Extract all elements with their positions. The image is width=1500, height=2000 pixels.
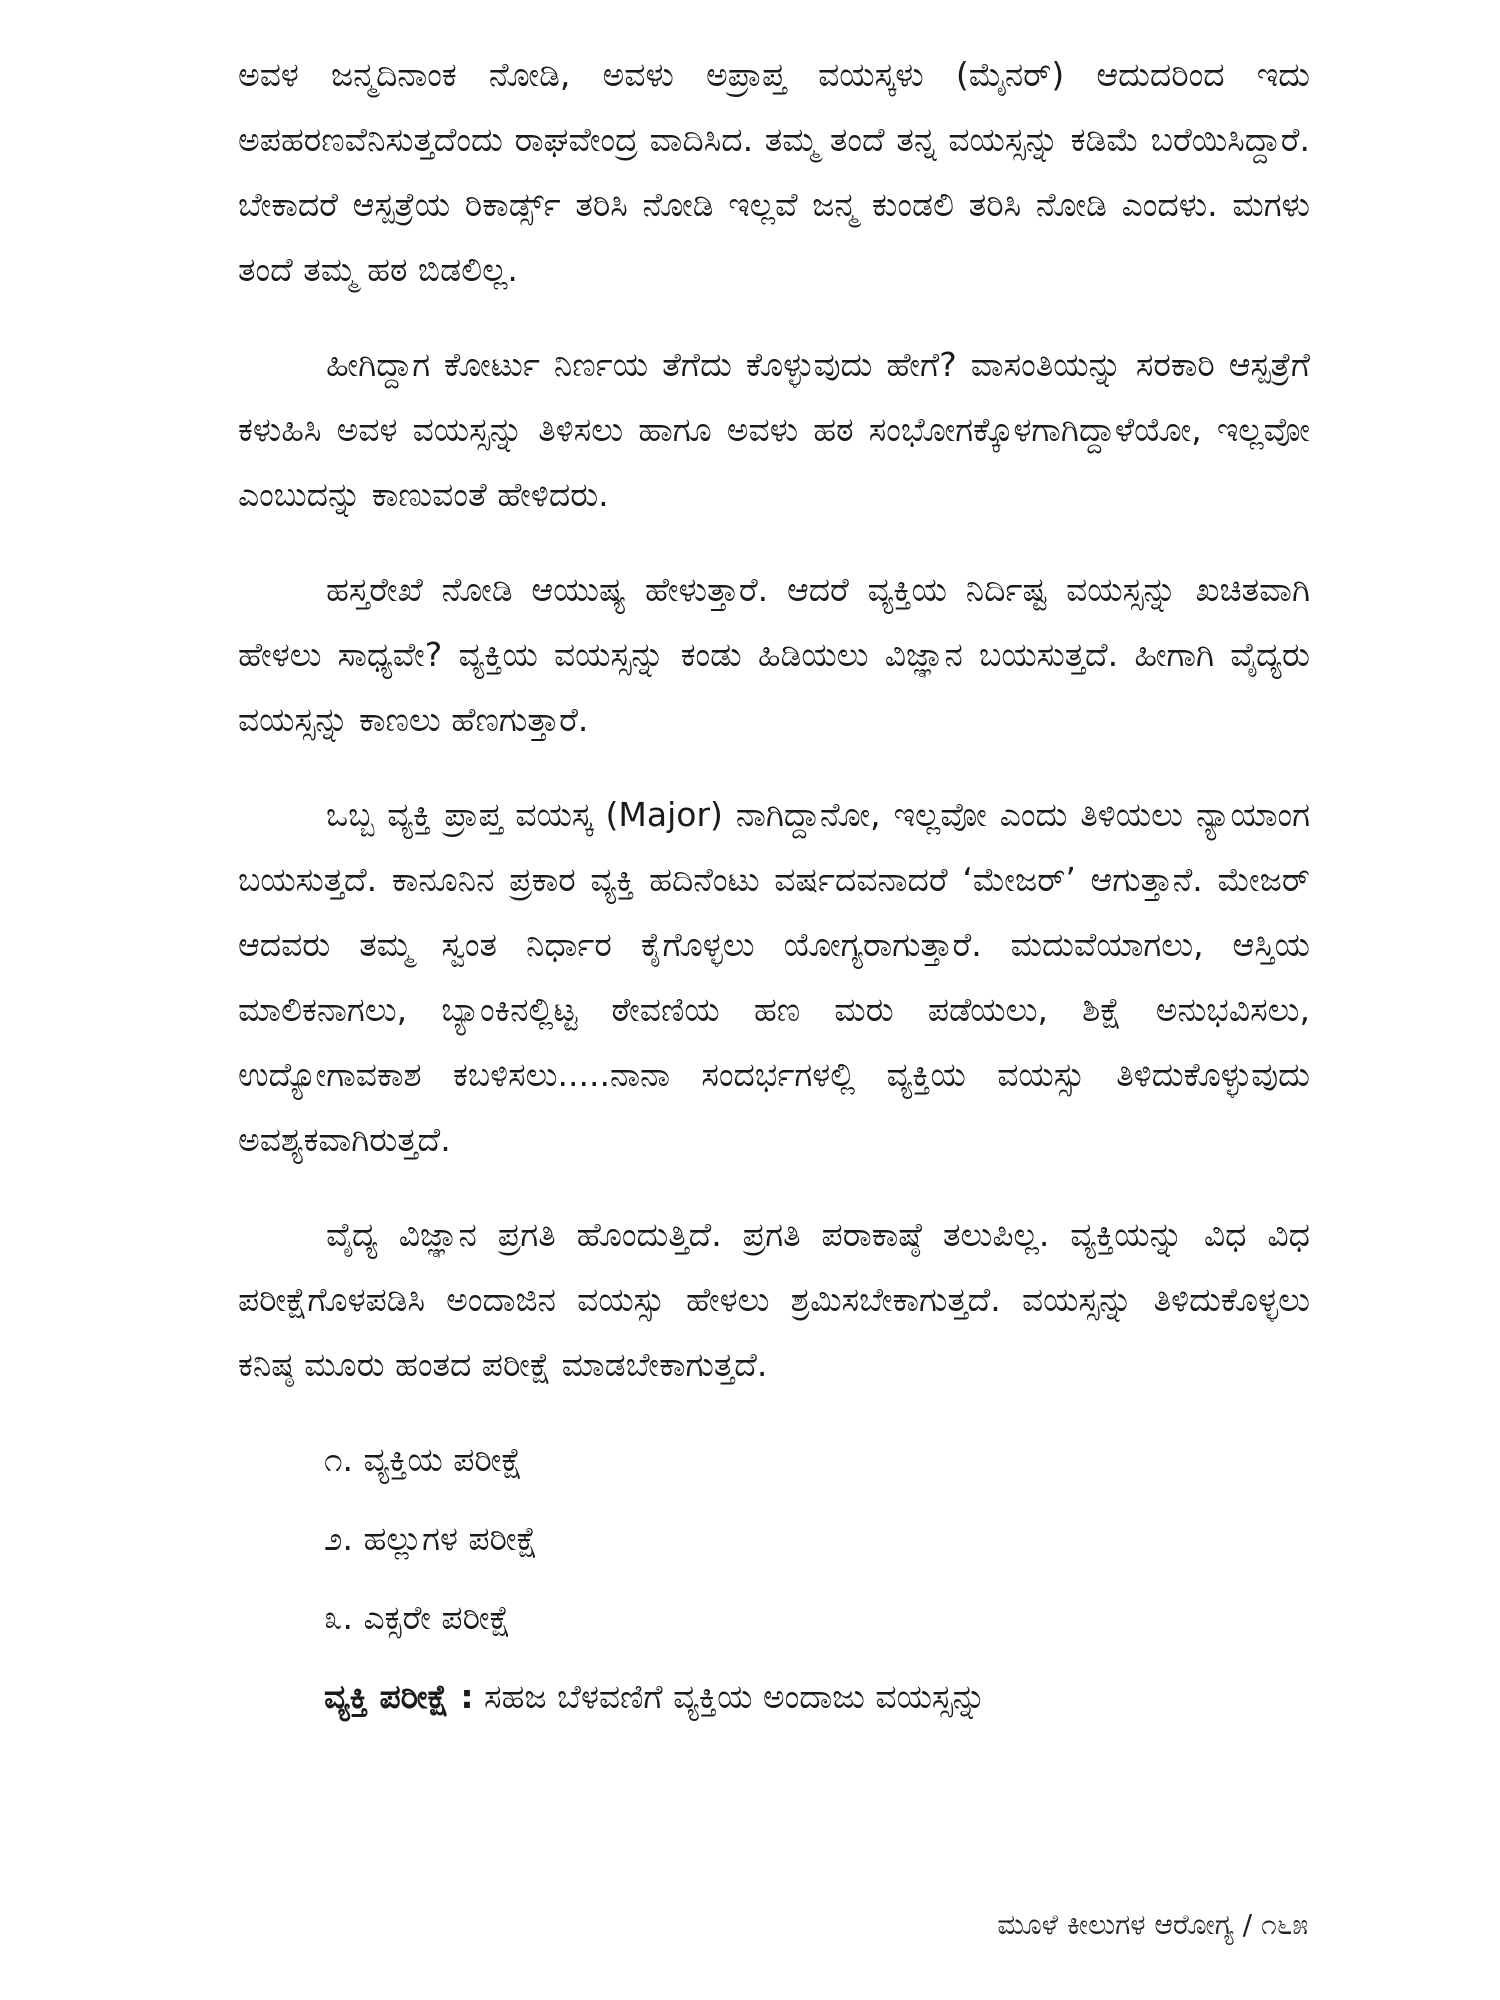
paragraph-2: ಹೀಗಿದ್ದಾಗ ಕೋರ್ಟು ನಿರ್ಣಯ ತೆಗೆದು ಕೊಳ್ಳುವುದು ಹೇಗೆ? ವಾಸಂತಿಯನ್ನು ಸರಕಾರಿ ಆಸ್ಪತ್ರೆಗೆ ಕಳುಹಿಸಿ ಅವಳ ವಯಸ್ಸನ್ನು ತಿಳಿಸಲು ಹಾಗೂ ಅವಳು ಹಠ ಸಂಭೋಗಕ್ಕೊಳಗಾಗಿದ್ದಾಳೆಯೋ, ಇಲ್ಲವೋ ಎಂಬುದನ್ನು ಕಾಣುವಂತೆ ಹೇಳಿದರು. [238,345,1310,514]
list-item: ೨. ಹಲ್ಲುಗಳ ಪರೀಕ್ಷೆ [324,1519,538,1558]
page-body [238,42,1310,1729]
paragraph-4: ಒಬ್ಬ ವ್ಯಕ್ತಿ ಪ್ರಾಪ್ತ ವಯಸ್ಕ (Major) ನಾಗಿದ್ದಾನೋ, ಇಲ್ಲವೋ ಎಂದು ತಿಳಿಯಲು ನ್ಯಾಯಾಂಗ ಬಯಸುತ್ತದೆ. ಕಾನೂನಿನ ಪ್ರಕಾರ ವ್ಯಕ್ತಿ ಹದಿನೆಂಟು ವರ್ಷದವನಾದರೆ ‘ಮೇಜರ್’ ಆಗುತ್ತಾನೆ. ಮೇಜರ್ ಆದವರು ತಮ್ಮ ಸ್ವಂತ ನಿರ್ಧಾರ ಕೈಗೊಳ್ಳಲು ಯೋಗ್ಯರಾಗುತ್ತಾರೆ. ಮದುವೆಯಾಗಲು, ಆಸ್ತಿಯ ಮಾಲಿಕನಾಗಲು, ಬ್ಯಾಂಕಿನಲ್ಲಿಟ್ಟ ಠೇವಣಿಯ ಹಣ ಮರು ಪಡೆಯಲು, ಶಿಕ್ಷೆ ಅನುಭವಿಸಲು, ಉದ್ಯೋಗಾವಕಾಶ ಕಬಳಿಸಲು.....ನಾನಾ ಸಂದರ್ಭಗಳಲ್ಲಿ ವ್ಯಕ್ತಿಯ ವಯಸ್ಸು ತಿಳಿದುಕೊಳ್ಳುವುದು ಅವಶ್ಯಕವಾಗಿರುತ್ತದೆ. [238,795,1310,1159]
list-item: ೩. ಎಕ್ಸರೇ ಪರೀಕ್ಷೆ [324,1598,511,1637]
paragraph-1: ಅವಳ ಜನ್ಮದಿನಾಂಕ ನೋಡಿ, ಅವಳು ಅಪ್ರಾಪ್ತ ವಯಸ್ಕಳು (ಮೈನರ್) ಆದುದರಿಂದ ಇದು ಅಪಹರಣವೆನಿಸುತ್ತದೆಂದು ರಾಘವೇಂದ್ರ ವಾದಿಸಿದ. ತಮ್ಮ ತಂದೆ ತನ್ನ ವಯಸ್ಸನ್ನು ಕಡಿಮೆ ಬರೆಯಿಸಿದ್ದಾರೆ. ಬೇಕಾದರೆ ಆಸ್ಪತ್ರೆಯ ರಿಕಾರ್ಡ್ಸ್ ತರಿಸಿ ನೋಡಿ ಇಲ್ಲವೆ ಜನ್ಮ ಕುಂಡಲಿ ತರಿಸಿ ನೋಡಿ ಎಂದಳು. ಮಗಳು ತಂದೆ ತಮ್ಮ ಹಠ ಬಿಡಲಿಲ್ಲ. [238,55,1310,289]
section-text: ಸಹಜ ಬೆಳವಣಿಗೆ ವ್ಯಕ್ತಿಯ ಅಂದಾಜು ವಯಸ್ಸನ್ನು [484,1677,986,1716]
paragraph-6 [324,1664,1310,1729]
paragraph-3: ಹಸ್ತರೇಖೆ ನೋಡಿ ಆಯುಷ್ಯ ಹೇಳುತ್ತಾರೆ. ಆದರೆ ವ್ಯಕ್ತಿಯ ನಿರ್ದಿಷ್ಟ ವಯಸ್ಸನ್ನು ಖಚಿತವಾಗಿ ಹೇಳಲು ಸಾಧ್ಯವೇ? ವ್ಯಕ್ತಿಯ ವಯಸ್ಸನ್ನು ಕಂಡು ಹಿಡಿಯಲು ವಿಜ್ಞಾನ ಬಯಸುತ್ತದೆ. ಹೀಗಾಗಿ ವೈದ್ಯರು ವಯಸ್ಸನ್ನು ಕಾಣಲು ಹೆಣಗುತ್ತಾರೆ. [238,570,1310,739]
list-item: ೧. ವ್ಯಕ್ತಿಯ ಪರೀಕ್ಷೆ [324,1440,523,1479]
section-heading: ವ್ಯಕ್ತಿ ಪರೀಕ್ಷೆ : [324,1677,474,1716]
test-list [238,1427,1310,1650]
paragraph-5: ವೈದ್ಯ ವಿಜ್ಞಾನ ಪ್ರಗತಿ ಹೊಂದುತ್ತಿದೆ. ಪ್ರಗತಿ ಪರಾಕಾಷ್ಠೆ ತಲುಪಿಲ್ಲ. ವ್ಯಕ್ತಿಯನ್ನು ವಿಧ ವಿಧ ಪರೀಕ್ಷೆಗೊಳಪಡಿಸಿ ಅಂದಾಜಿನ ವಯಸ್ಸು ಹೇಳಲು ಶ್ರಮಿಸಬೇಕಾಗುತ್ತದೆ. ವಯಸ್ಸನ್ನು ತಿಳಿದುಕೊಳ್ಳಲು ಕನಿಷ್ಠ ಮೂರು ಹಂತದ ಪರೀಕ್ಷೆ ಮಾಡಬೇಕಾಗುತ್ತದೆ. [238,1215,1310,1384]
page-footer: ಮೂಳೆ ಕೀಲುಗಳ ಆರೋಗ್ಯ / ೧೬೫ [997,1908,1308,1941]
